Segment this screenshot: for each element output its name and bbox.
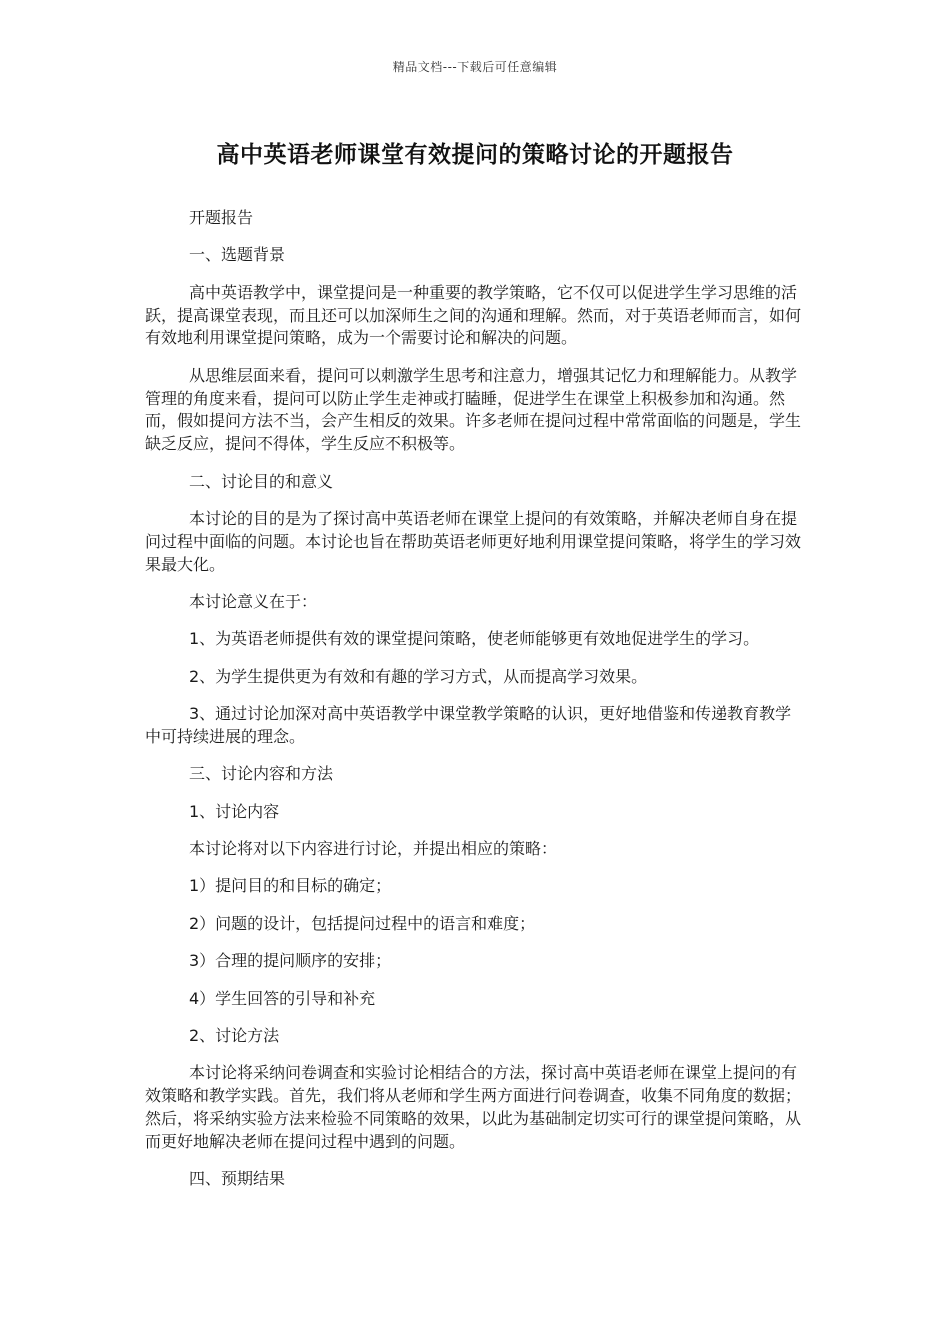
paragraph-significance-intro: 本讨论意义在于： (189, 591, 318, 611)
paragraph-background-1: 高中英语教学中，课堂提问是一种重要的教学策略，它不仅可以促进学生学习思维的活跃，提高课堂表现，而且还可以加深师生之间的沟通和理解。然而，对于英语老师而言，如何有效地利用课堂提问策略，成为一个需要讨论和解决的问题。 (145, 282, 802, 348)
list-item-content-4: 4）学生回答的引导和补充 (189, 988, 376, 1008)
paragraph-background-2: 从思维层面来看，提问可以刺激学生思考和注意力，增强其记忆力和理解能力。从教学管理的角度来看，提问可以防止学生走神或打瞌睡，促进学生在课堂上积极参加和沟通。然而，假如提问方法不当，会产生相反的效果。许多老师在提问过程中常常面临的问题是，学生缺乏反应，提问不得体，学生反应不积极等。 (145, 365, 802, 454)
document-body (145, 207, 807, 1206)
paragraph-content-intro: 本讨论将对以下内容进行讨论，并提出相应的策略： (189, 839, 558, 859)
page-header: 精品文档---下载后可任意编辑 (392, 60, 558, 74)
report-label: 开题报告 (189, 208, 254, 227)
document-title: 高中英语老师课堂有效提问的策略讨论的开题报告 (216, 142, 734, 168)
section-heading-purpose: 二、讨论目的和意义 (189, 471, 334, 491)
list-item-content-1: 1）提问目的和目标的确定； (189, 876, 392, 896)
list-item-significance-2: 2、为学生提供更为有效和有趣的学习方式，从而提高学习效果。 (189, 666, 648, 686)
paragraph-method: 本讨论将采纳问卷调查和实验讨论相结合的方法，探讨高中英语老师在课堂上提问的有效策略和教学实践。首先，我们将从老师和学生两方面进行问卷调查，收集不同角度的数据；然后，将采纳实验方法来检验不同策略的效果，以此为基础制定切实可行的课堂提问策略，从而更好地解决老师在提问过程中遇到的问题。 (145, 1063, 802, 1151)
paragraph-purpose: 本讨论的目的是为了探讨高中英语老师在课堂上提问的有效策略，并解决老师自身在提问过程中面临的问题。本讨论也旨在帮助英语老师更好地利用课堂提问策略，将学生的学习效果最大化。 (145, 508, 802, 574)
section-heading-content-method: 三、讨论内容和方法 (189, 764, 334, 784)
section-heading-background: 一、选题背景 (189, 245, 286, 265)
list-item-content-3: 3）合理的提问顺序的安排； (189, 951, 392, 971)
list-item-significance-3: 3、通过讨论加深对高中英语教学中课堂教学策略的认识，更好地借鉴和传递教育教学中可持续进展的理念。 (145, 704, 792, 746)
subheading-method: 2、讨论方法 (189, 1026, 280, 1046)
subheading-content: 1、讨论内容 (189, 801, 280, 821)
list-item-content-2: 2）问题的设计，包括提问过程中的语言和难度； (189, 913, 536, 933)
list-item-significance-1: 1、为英语老师提供有效的课堂提问策略，使老师能够更有效地促进学生的学习。 (189, 629, 760, 649)
section-heading-expected-results: 四、预期结果 (189, 1169, 286, 1189)
